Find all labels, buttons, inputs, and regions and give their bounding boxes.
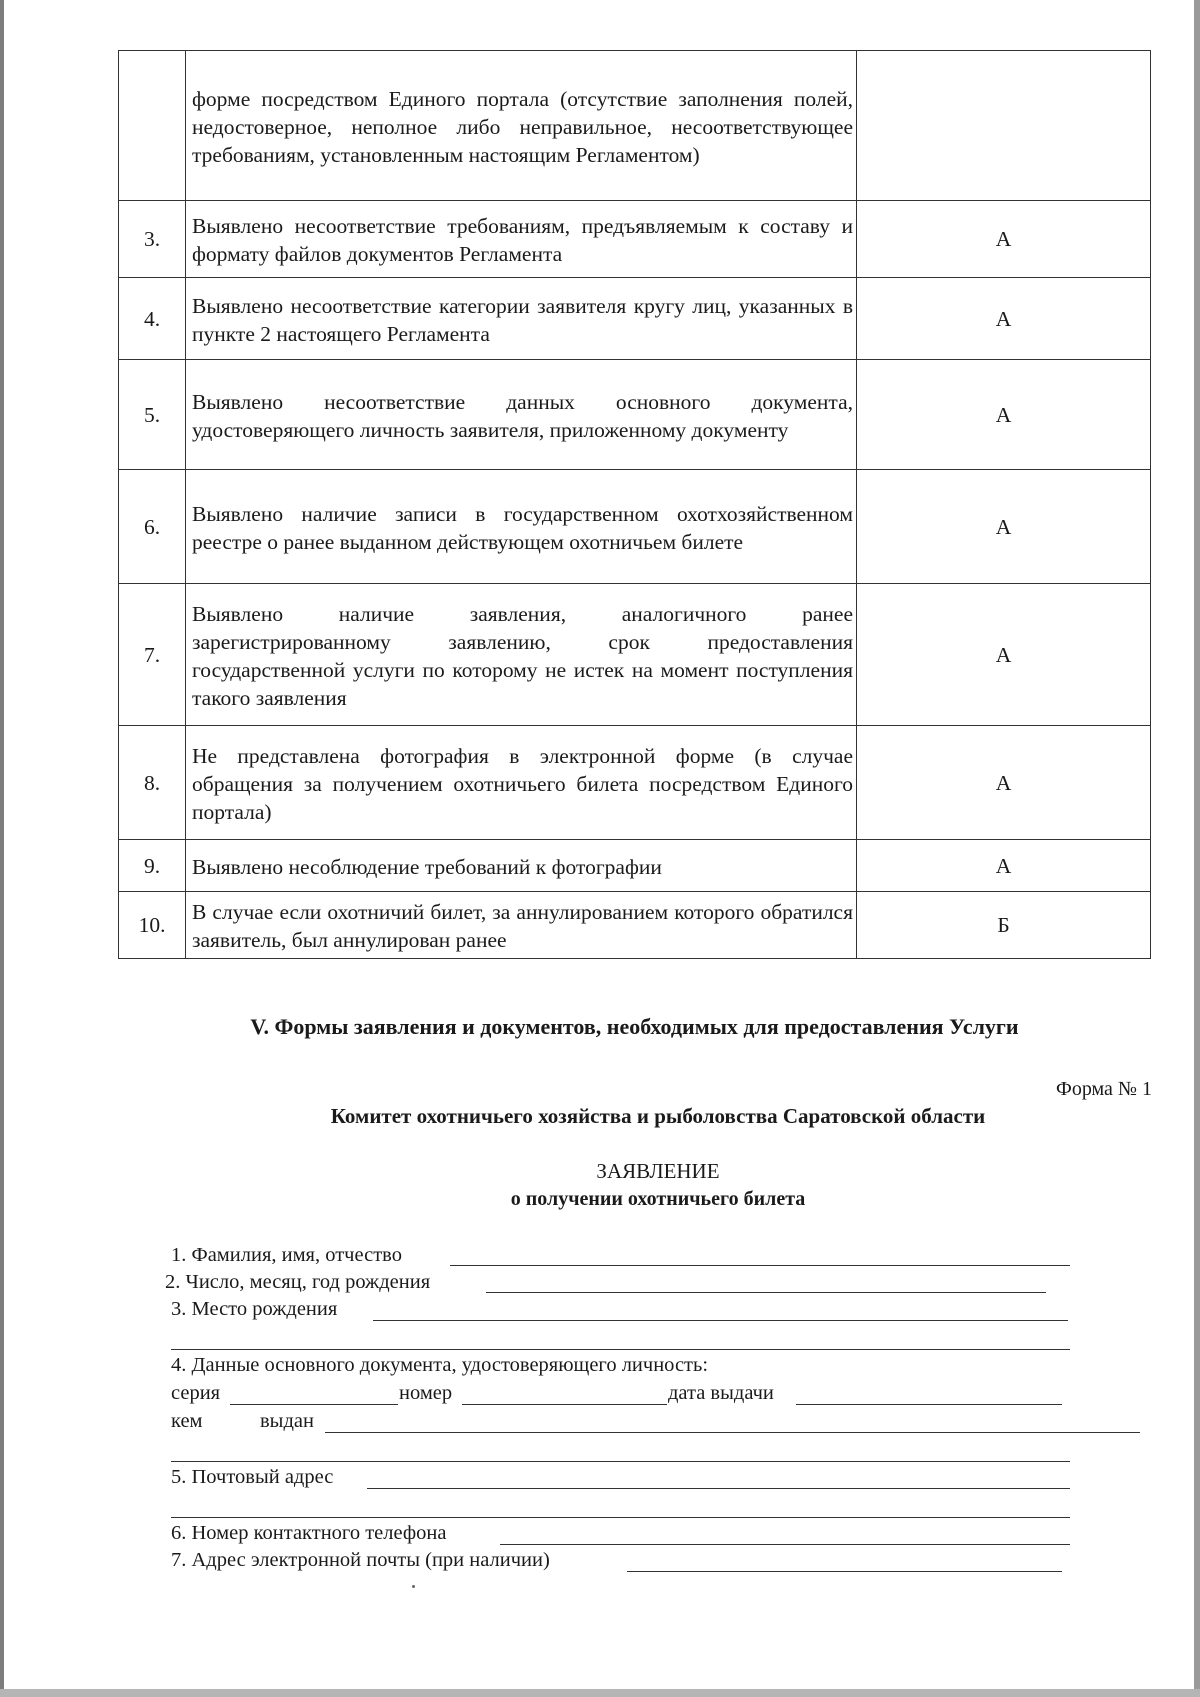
field-label-issue-date: дата выдачи [668,1382,774,1404]
row-number: 3. [119,201,186,278]
issued-by-input-line[interactable] [325,1432,1140,1433]
row-number: 7. [119,584,186,726]
postal-address-input-line-2[interactable] [171,1517,1070,1518]
refusal-grounds-table [118,50,1151,959]
table-row [119,201,1151,278]
field-label-email: 7. Адрес электронной почты (при наличии) [171,1549,550,1571]
table-row [119,584,1151,726]
number-input-line[interactable] [462,1404,667,1405]
email-input-line[interactable] [627,1571,1062,1572]
form-number: Форма № 1 [1056,1078,1152,1100]
row-text: В случае если охотничий билет, за аннулированием которого обратился заявитель, был аннулирован ранее [186,892,857,959]
row-text: Выявлено наличие записи в государственном охотхозяйственном реестре о ранее выданном действующем охотничьем билете [186,470,857,584]
row-number: 6. [119,470,186,584]
series-input-line[interactable] [230,1404,398,1405]
field-label-fio: 1. Фамилия, имя, отчество [171,1244,402,1266]
row-text: Выявлено наличие заявления, аналогичного ранее зарегистрированному заявлению, срок предоставления государственной услуги по которому не истек на момент поступления такого заявления [186,584,857,726]
table-row [119,726,1151,840]
birth-date-input-line[interactable] [486,1292,1046,1293]
row-code: А [857,840,1151,892]
field-label-phone: 6. Номер контактного телефона [171,1522,447,1544]
field-label-issued-by-vydan: выдан [260,1410,314,1432]
row-number: 9. [119,840,186,892]
row-number: 8. [119,726,186,840]
birth-place-input-line[interactable] [373,1320,1068,1321]
row-number: 5. [119,360,186,470]
row-number [119,51,186,201]
issue-date-input-line[interactable] [796,1404,1062,1405]
table-row [119,470,1151,584]
form-subtitle: о получении охотничьего билета [510,1188,806,1210]
row-code: А [857,360,1151,470]
row-code: А [857,470,1151,584]
row-code [857,51,1151,201]
birth-place-input-line-2[interactable] [171,1349,1070,1350]
row-code: А [857,278,1151,360]
row-number: 4. [119,278,186,360]
field-label-number: номер [399,1382,453,1404]
organization-name: Комитет охотничьего хозяйства и рыболовства Саратовской области [330,1104,986,1128]
table-row [119,278,1151,360]
row-number: 10. [119,892,186,959]
phone-input-line[interactable] [500,1544,1070,1545]
row-code: А [857,584,1151,726]
row-text: Выявлено несоответствие данных основного документа, удостоверяющего личность заявителя, приложенному документу [186,360,857,470]
scan-speck [412,1585,415,1588]
field-label-id-document: 4. Данные основного документа, удостоверяющего личность: [171,1354,709,1376]
table-row [119,892,1151,959]
field-label-postal-address: 5. Почтовый адрес [171,1466,334,1488]
row-text: Выявлено несоответствие категории заявителя кругу лиц, указанных в пункте 2 настоящего Регламента [186,278,857,360]
row-code: А [857,201,1151,278]
table-row [119,840,1151,892]
field-label-issued-by-kem: кем [171,1410,203,1432]
fio-input-line[interactable] [450,1265,1070,1266]
row-code: А [857,726,1151,840]
field-label-series: серия [171,1382,221,1404]
table-row [119,360,1151,470]
form-title: ЗАЯВЛЕНИЕ [596,1159,720,1183]
table-row [119,51,1151,201]
field-label-birth-date: 2. Число, месяц, год рождения [165,1271,431,1293]
scan-bottom-edge [0,1689,1200,1697]
scan-left-edge [0,0,4,1697]
section-title: V. Формы заявления и документов, необходимых для предоставления Услуги [250,1014,1019,1039]
scan-right-edge [1194,0,1200,1697]
issued-by-input-line-2[interactable] [171,1461,1070,1462]
postal-address-input-line[interactable] [367,1488,1070,1489]
row-text: Не представлена фотография в электронной форме (в случае обращения за получением охотничьего билета посредством Единого портала) [186,726,857,840]
row-text: форме посредством Единого портала (отсутствие заполнения полей, недостоверное, неполное либо неправильное, несоответствующее требованиям, установленным настоящим Регламентом) [186,51,857,201]
row-text: Выявлено несоблюдение требований к фотографии [186,840,857,892]
row-text: Выявлено несоответствие требованиям, предъявляемым к составу и формату файлов документов Регламента [186,201,857,278]
field-label-birth-place: 3. Место рождения [171,1298,338,1320]
row-code: Б [857,892,1151,959]
